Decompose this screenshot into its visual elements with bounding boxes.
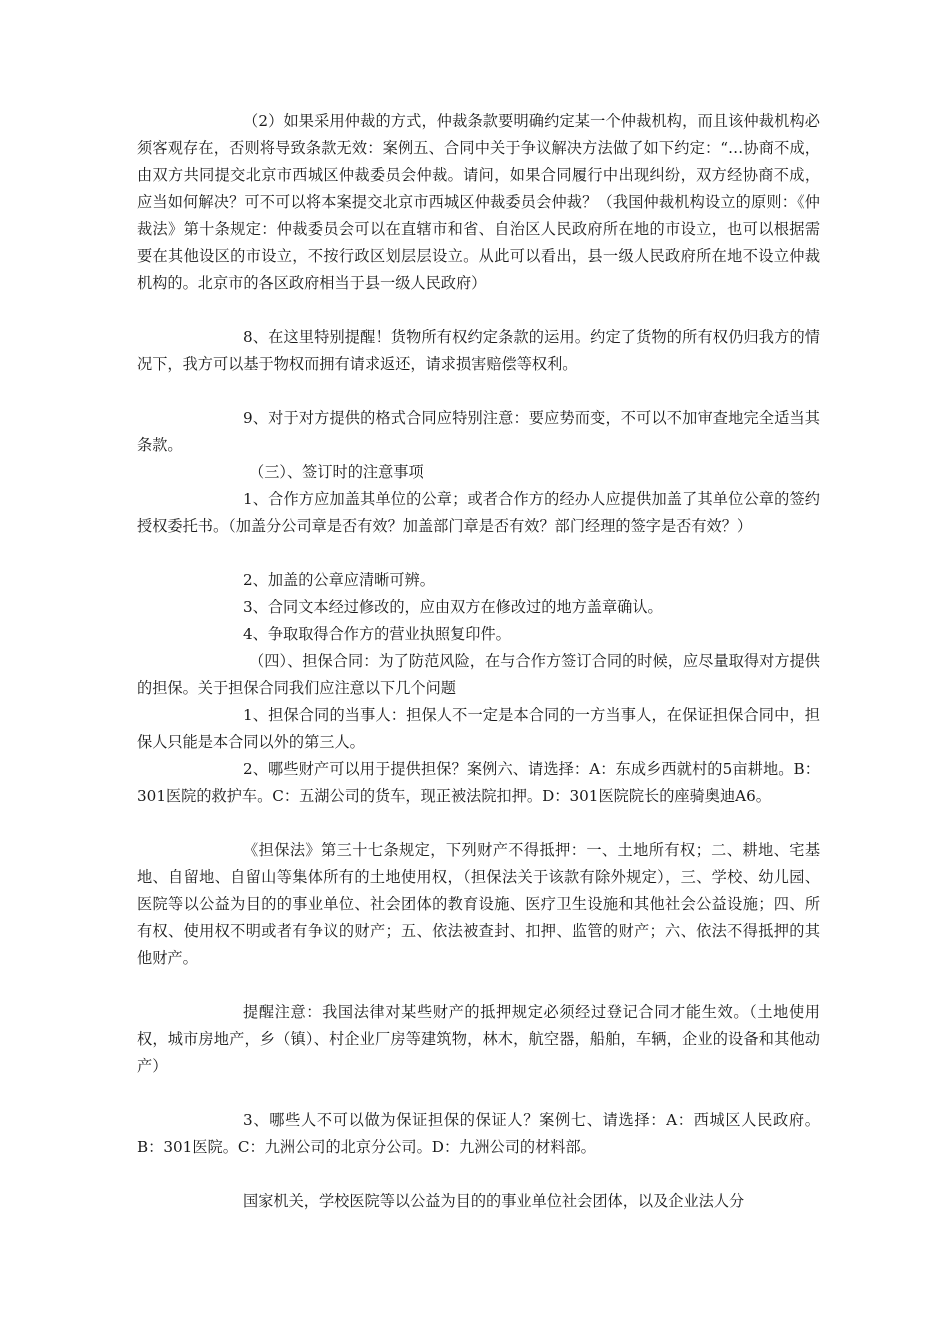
- paragraph-arbitration-clause: （2）如果采用仲裁的方式，仲裁条款要明确约定某一个仲裁机构，而且该仲裁机构必须客观存在，否则将导致条款无效：案例五、合同中关于争议解决方法做了如下约定：“…协商不成，由双方共同提交北京市西城区仲裁委员会仲裁。请问，如果合同履行中出现纠纷，双方经协商不成，应当如何解决？可不可以将本案提交北京市西城区仲裁委员会仲裁？（我国仲裁机构设立的原则：《仲裁法》第十条规定：仲裁委员会可以在直辖市和省、自治区人民政府所在地的市设立，也可以根据需要在其他设区的市设立，不按行政区划层层设立。从此可以看出，县一级人民政府所在地不设立仲裁机构的。北京市的各区政府相当于县一级人民政府）: [137, 112, 820, 292]
- paragraph-signing-1: 1、合作方应加盖其单位的公章；或者合作方的经办人应提供加盖了其单位公章的签约授权委托书。（加盖分公司章是否有效？加盖部门章是否有效？部门经理的签字是否有效？）: [137, 490, 820, 535]
- paragraph-reminder-registration: 提醒注意：我国法律对某些财产的抵押规定必须经过登记合同才能生效。（土地使用权，城市房地产，乡（镇）、村企业厂房等建筑物，林木，航空器，船舶，车辆，企业的设备和其他动产）: [137, 1003, 820, 1075]
- paragraph-guarantee-1: 1、担保合同的当事人：担保人不一定是本合同的一方当事人，在保证担保合同中，担保人只能是本合同以外的第三人。: [137, 706, 820, 751]
- paragraph-signing-4: 4、争取取得合作方的营业执照复印件。: [243, 625, 511, 643]
- paragraph-guarantee-2: 2、哪些财产可以用于提供担保？案例六、请选择：A：东成乡西就村的5亩耕地。B：301医院的救护车。C：五湖公司的货车，现正被法院扣押。D：301医院院长的座骑奥迪A6。: [137, 760, 820, 805]
- paragraph-signing-2: 2、加盖的公章应清晰可辨。: [243, 571, 435, 589]
- section-heading-signing: （三）、签订时的注意事项: [249, 463, 424, 481]
- paragraph-item-9: 9、对于对方提供的格式合同应特别注意：要应势而变，不可以不加审查地完全适当其条款。: [137, 409, 820, 454]
- section-heading-guarantee: （四）、担保合同：为了防范风险，在与合作方签订合同的时候，应尽量取得对方提供的担保。关于担保合同我们应注意以下几个问题: [137, 652, 820, 697]
- paragraph-guarantee-3: 3、哪些人不可以做为保证担保的保证人？案例七、请选择：A：西城区人民政府。B：301医院。C：九洲公司的北京分公司。D：九洲公司的材料部。: [137, 1111, 820, 1156]
- paragraph-item-8: 8、在这里特别提醒！货物所有权约定条款的运用。约定了货物的所有权仍归我方的情况下，我方可以基于物权而拥有请求返还，请求损害赔偿等权利。: [137, 328, 820, 373]
- paragraph-signing-3: 3、合同文本经过修改的，应由双方在修改过的地方盖章确认。: [243, 598, 663, 616]
- document-page: [137, 108, 820, 1215]
- paragraph-state-organs: 国家机关，学校医院等以公益为目的的事业单位社会团体，以及企业法人分: [243, 1192, 745, 1210]
- paragraph-guarantee-law-art37: 《担保法》第三十七条规定，下列财产不得抵押：一、土地所有权；二、耕地、宅基地、自留地、自留山等集体所有的土地使用权，（担保法关于该款有除外规定），三、学校、幼儿园、医院等以公益为目的的事业单位、社会团体的教育设施、医疗卫生设施和其他社会公益设施；四、所有权、使用权不明或者有争议的财产；五、依法被查封、扣押、监管的财产；六、依法不得抵押的其他财产。: [137, 841, 820, 967]
